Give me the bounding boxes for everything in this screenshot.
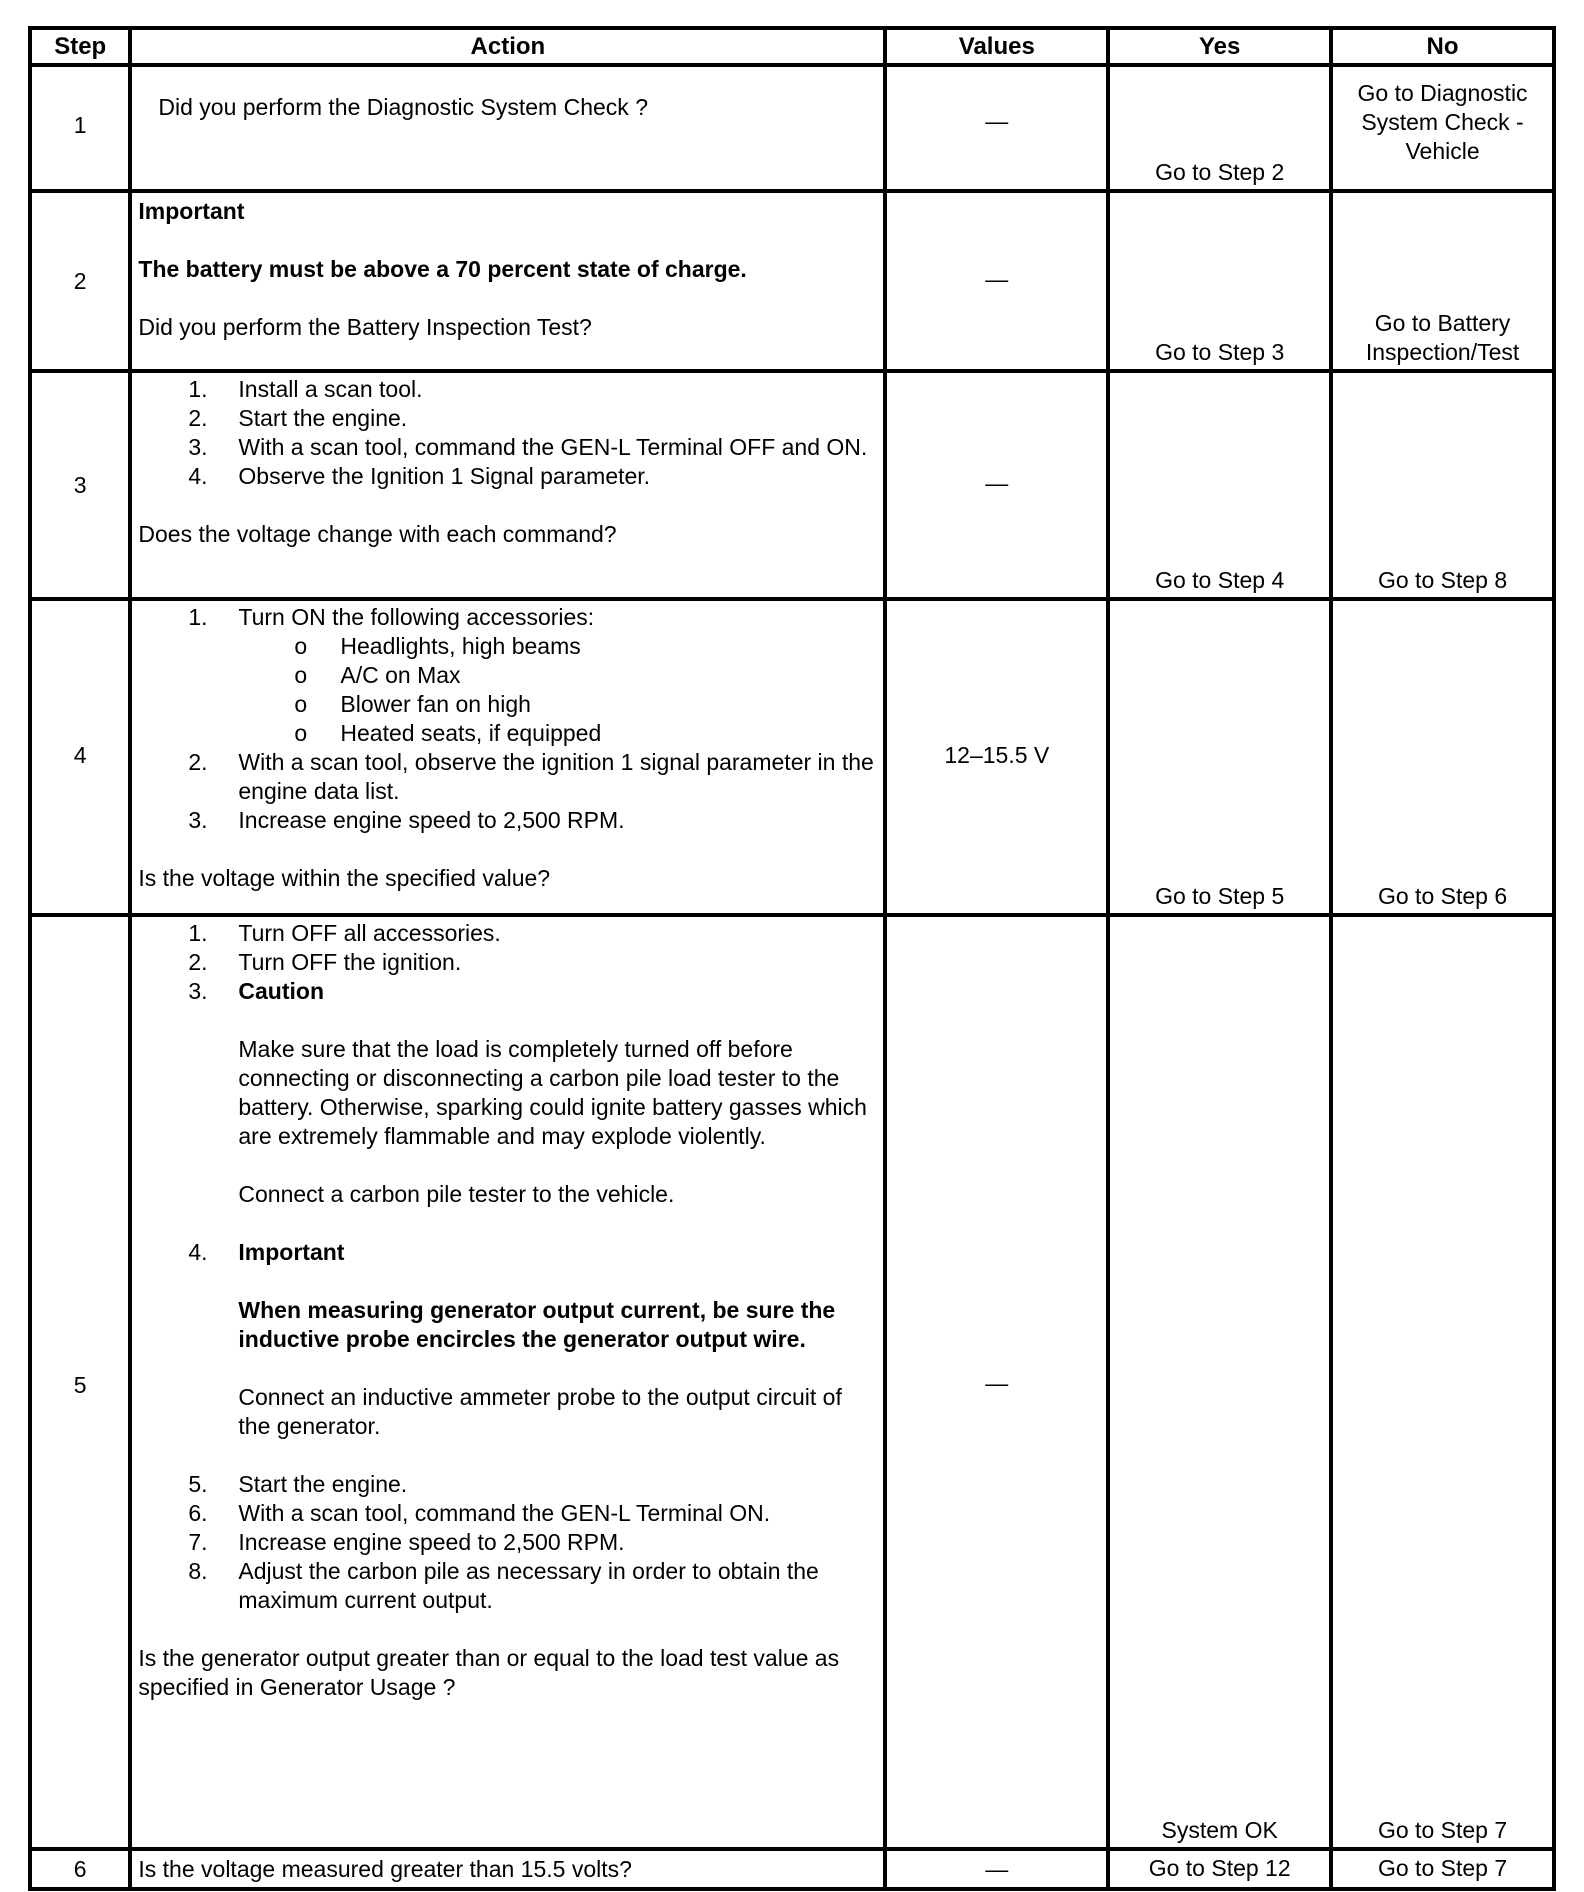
value-text: — <box>985 266 1009 292</box>
question-text: Is the generator output greater than or equal to the load test value as specified in Generator Usage ? <box>138 1645 840 1700</box>
caution-action: Connect a carbon pile tester to the vehicle. <box>238 1181 675 1207</box>
important-heading: Important <box>138 198 245 224</box>
table-row <box>30 371 1554 599</box>
sub-list-item: o Heated seats, if equipped <box>294 720 602 746</box>
value-text: 12–15.5 V <box>944 742 1050 768</box>
values-cell <box>885 191 1108 371</box>
no-cell <box>1331 915 1554 1849</box>
yes-cell <box>1108 65 1331 191</box>
values-cell <box>885 371 1108 599</box>
procedure-list <box>138 375 877 491</box>
question-text: Did you perform the Battery Inspection Test? <box>138 314 592 340</box>
header-action: Action <box>130 28 885 65</box>
list-item: 7. Increase engine speed to 2,500 RPM. <box>188 1529 625 1555</box>
values-cell <box>885 1849 1108 1889</box>
header-values: Values <box>885 28 1108 65</box>
step-number: 1 <box>73 112 87 138</box>
list-item: 3. Caution Make sure that the load is completely turned off before connecting or disconnecting a carbon pile load tester to the battery. Otherwise, sparking could ignite battery gasses which are extremely flammable and may explode violently. Connect a carbon pile tester to the vehicle. <box>138 977 877 1238</box>
yes-cell <box>1108 599 1331 915</box>
action-cell <box>130 915 885 1849</box>
table-row <box>30 65 1554 191</box>
list-item: 8. Adjust the carbon pile as necessary in order to obtain the maximum current output. <box>188 1558 819 1613</box>
action-cell <box>130 371 885 599</box>
list-item: 2. Turn OFF the ignition. <box>188 949 462 975</box>
step-cell <box>30 599 130 915</box>
action-cell <box>130 65 885 191</box>
header-row <box>30 28 1554 65</box>
list-item: 1. Install a scan tool. <box>188 376 423 402</box>
sub-list-item: o Blower fan on high <box>294 691 531 717</box>
no-cell <box>1331 599 1554 915</box>
list-item: 2. With a scan tool, observe the ignition 1 signal parameter in the engine data list. <box>188 749 874 804</box>
list-item: 2. Start the engine. <box>188 405 408 431</box>
step-number: 6 <box>73 1856 87 1882</box>
procedure-list <box>138 603 877 632</box>
values-cell <box>885 915 1108 1849</box>
no-cell <box>1331 191 1554 371</box>
list-item: 5. Start the engine. <box>188 1471 408 1497</box>
question-text: Did you perform the Diagnostic System Check ? <box>158 94 648 120</box>
list-item: 4. Observe the Ignition 1 Signal parameter. <box>188 463 651 489</box>
important-action: Connect an inductive ammeter probe to the output circuit of the generator. <box>238 1384 842 1439</box>
caution-text: Make sure that the load is completely turned off before connecting or disconnecting a carbon pile load tester to the battery. Otherwise, sparking could ignite battery gasses which are extremely flammable and may explode violently. <box>238 1036 867 1149</box>
list-item: 1. Turn OFF all accessories. <box>188 920 501 946</box>
step-cell <box>30 191 130 371</box>
important-heading: Important <box>238 1239 345 1265</box>
procedure-list <box>138 748 877 835</box>
step-number: 5 <box>73 1372 87 1398</box>
important-note: The battery must be above a 70 percent state of charge. <box>138 256 747 282</box>
action-cell <box>130 191 885 371</box>
step-number: 3 <box>73 472 87 498</box>
values-cell <box>885 65 1108 191</box>
yes-link[interactable]: Go to Step 2 <box>1155 159 1285 185</box>
no-link[interactable]: Go to Step 7 <box>1377 1817 1508 1843</box>
no-link[interactable]: Go to Diagnostic System Check - Vehicle <box>1357 80 1528 164</box>
no-link[interactable]: Go to Step 6 <box>1377 883 1508 909</box>
important-note: When measuring generator output current, be sure the inductive probe encircles the generator output wire. <box>238 1297 836 1352</box>
action-cell <box>130 1849 885 1889</box>
list-item: 3. With a scan tool, command the GEN-L Terminal OFF and ON. <box>188 434 868 460</box>
step-cell <box>30 1849 130 1889</box>
step-number: 4 <box>73 742 87 768</box>
yes-cell <box>1108 191 1331 371</box>
no-link[interactable]: Go to Step 7 <box>1377 1855 1508 1881</box>
table-row <box>30 191 1554 371</box>
caution-heading: Caution <box>238 978 324 1004</box>
yes-link[interactable]: Go to Step 3 <box>1155 339 1285 365</box>
value-text: — <box>985 108 1009 134</box>
yes-link[interactable]: Go to Step 12 <box>1148 1855 1291 1881</box>
table-row <box>30 1849 1554 1889</box>
yes-cell <box>1108 915 1331 1849</box>
table-row <box>30 599 1554 915</box>
yes-cell <box>1108 1849 1331 1889</box>
value-text: — <box>985 1856 1009 1882</box>
question-text: Is the voltage measured greater than 15.5 volts? <box>138 1856 632 1882</box>
values-cell <box>885 599 1108 915</box>
action-cell <box>130 599 885 915</box>
step-cell <box>30 371 130 599</box>
yes-link[interactable]: Go to Step 4 <box>1155 567 1285 593</box>
no-link[interactable]: Go to Step 8 <box>1377 567 1508 593</box>
yes-cell <box>1108 371 1331 599</box>
header-no: No <box>1331 28 1554 65</box>
question-text: Does the voltage change with each command? <box>138 521 617 547</box>
list-item: 1. Turn ON the following accessories: <box>188 604 595 630</box>
step-cell <box>30 65 130 191</box>
no-cell <box>1331 1849 1554 1889</box>
value-text: — <box>985 1370 1009 1396</box>
no-cell <box>1331 371 1554 599</box>
step-cell <box>30 915 130 1849</box>
list-item: 6. With a scan tool, command the GEN-L Terminal ON. <box>188 1500 771 1526</box>
diagnostic-table <box>28 26 1556 1891</box>
sub-list-item: o Headlights, high beams <box>294 633 581 659</box>
value-text: — <box>985 470 1009 496</box>
header-step: Step <box>30 28 130 65</box>
procedure-list <box>138 919 877 1615</box>
header-yes: Yes <box>1108 28 1331 65</box>
no-cell <box>1331 65 1554 191</box>
question-text: Is the voltage within the specified value? <box>138 865 551 891</box>
yes-link[interactable]: System OK <box>1161 1817 1278 1843</box>
no-link[interactable]: Go to Battery Inspection/Test <box>1365 310 1520 365</box>
table-row <box>30 915 1554 1849</box>
step-number: 2 <box>73 268 87 294</box>
sub-list-item: o A/C on Max <box>294 662 461 688</box>
list-item: 3. Increase engine speed to 2,500 RPM. <box>188 807 625 833</box>
yes-link[interactable]: Go to Step 5 <box>1155 883 1285 909</box>
accessory-list <box>138 632 877 748</box>
list-item: 4. Important When measuring generator output current, be sure the inductive probe encircles the generator output wire. Connect an inductive ammeter probe to the output circuit of the generator. <box>138 1238 877 1470</box>
